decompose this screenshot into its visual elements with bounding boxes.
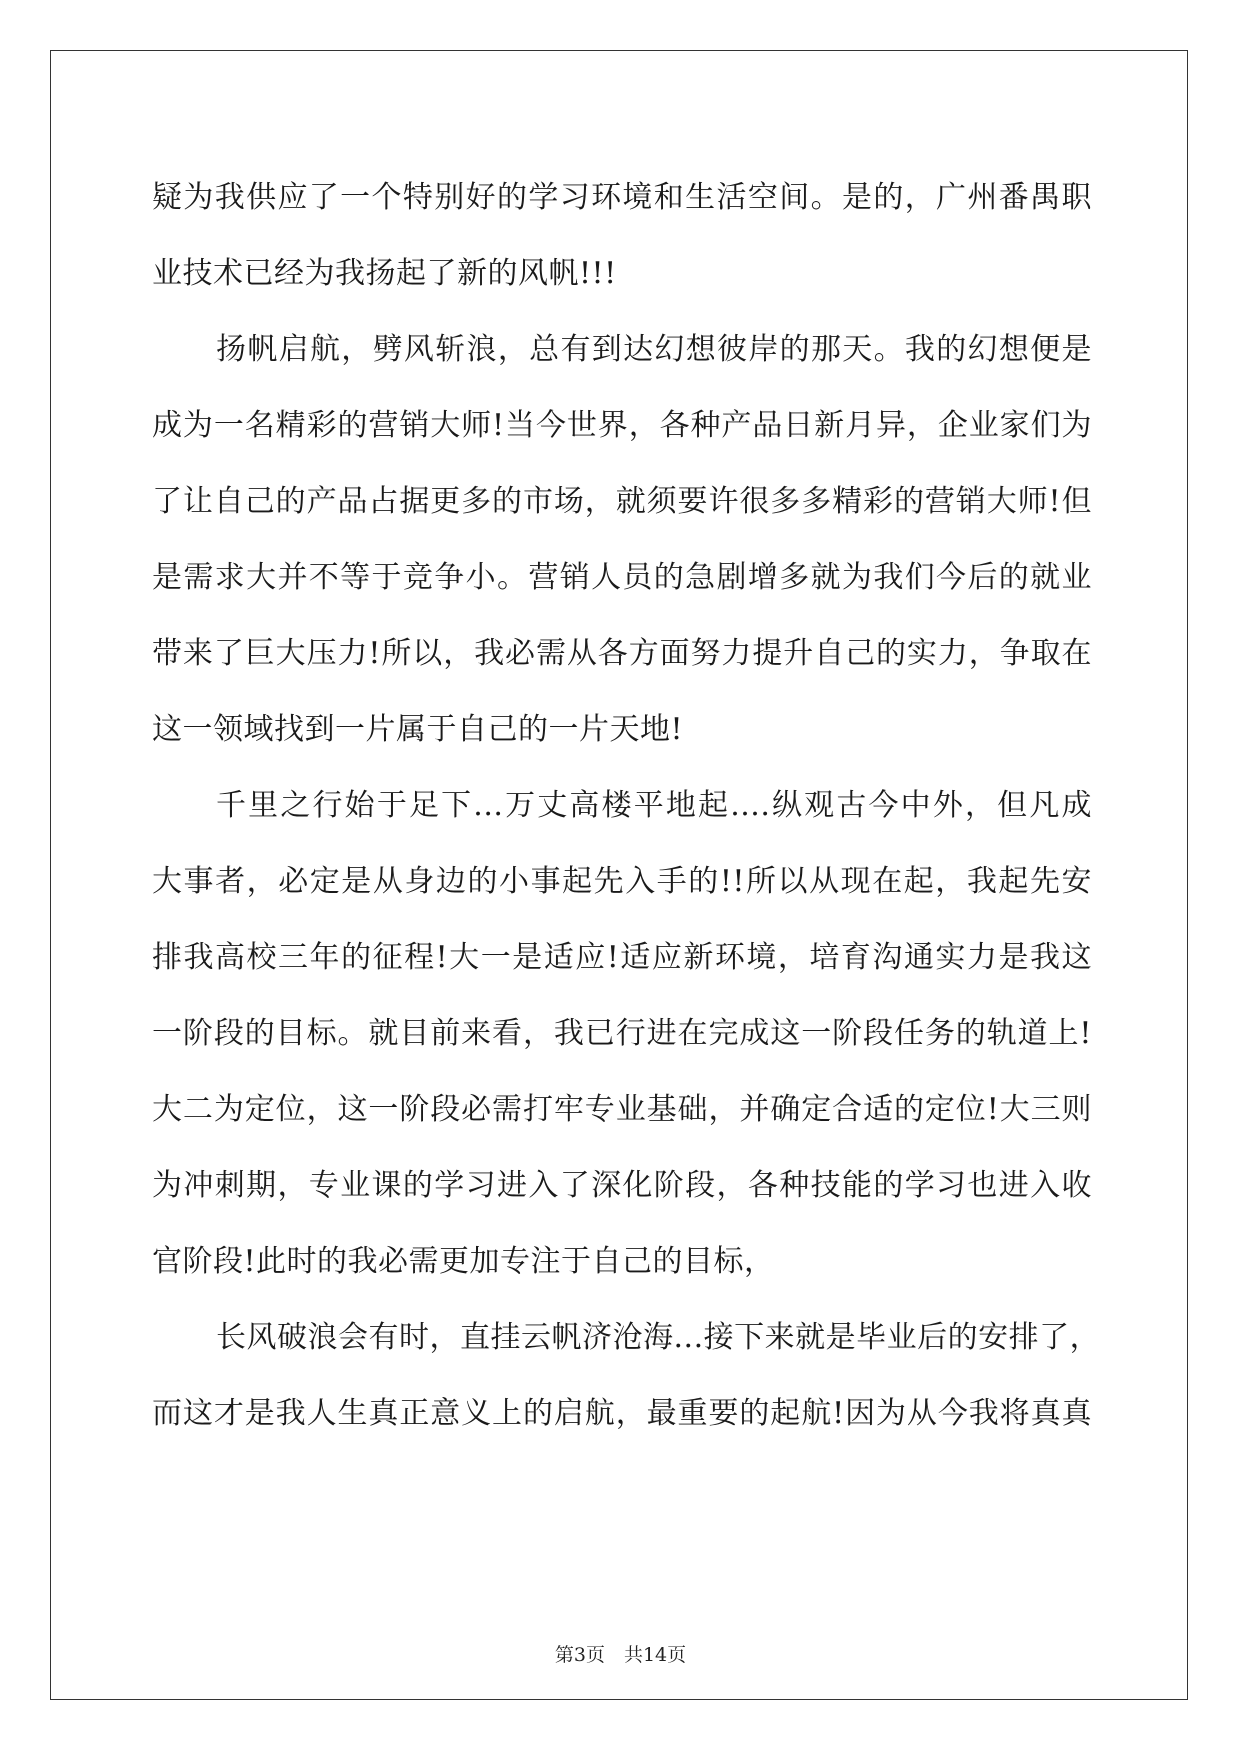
document-body bbox=[152, 160, 1101, 1452]
paragraph-1 bbox=[152, 160, 1092, 312]
paragraph-4 bbox=[152, 1300, 1101, 1452]
text-line: 为冲刺期，专业课的学习进入了深化阶段，各种技能的学习也进入收 bbox=[152, 1168, 1092, 1203]
text-line: 业技术已经为我扬起了新的风帆!!! bbox=[152, 256, 617, 291]
page-footer bbox=[0, 1643, 1241, 1667]
text-line: 长风破浪会有时，直挂云帆济沧海...接下来就是毕业后的安排了， bbox=[216, 1320, 1101, 1355]
text-line: 扬帆启航，劈风斩浪，总有到达幻想彼岸的那天。我的幻想便是 bbox=[216, 332, 1092, 367]
text-line: 带来了巨大压力!所以，我必需从各方面努力提升自己的实力，争取在 bbox=[152, 636, 1092, 671]
text-line: 这一领域找到一片属于自己的一片天地! bbox=[152, 712, 684, 747]
text-line: 是需求大并不等于竞争小。营销人员的急剧增多就为我们今后的就业 bbox=[152, 560, 1092, 595]
text-line: 了让自己的产品占据更多的市场，就须要许很多多精彩的营销大师!但 bbox=[152, 484, 1092, 519]
text-line: 成为一名精彩的营销大师!当今世界，各种产品日新月异，企业家们为 bbox=[152, 408, 1092, 443]
text-line: 千里之行始于足下...万丈高楼平地起....纵观古今中外，但凡成 bbox=[216, 788, 1092, 823]
paragraph-3 bbox=[152, 768, 1092, 1300]
text-line: 一阶段的目标。就目前来看，我已行进在完成这一阶段任务的轨道上! bbox=[152, 1016, 1092, 1051]
text-line: 大事者，必定是从身边的小事起先入手的!!所以从现在起，我起先安 bbox=[152, 864, 1092, 899]
text-line: 大二为定位，这一阶段必需打牢专业基础，并确定合适的定位!大三则 bbox=[152, 1092, 1092, 1127]
text-line: 官阶段!此时的我必需更加专注于自己的目标， bbox=[152, 1244, 775, 1279]
text-line: 疑为我供应了一个特别好的学习环境和生活空间。是的，广州番禺职 bbox=[152, 180, 1092, 215]
paragraph-2 bbox=[152, 312, 1092, 768]
page-number-label: 第3页 共14页 bbox=[554, 1644, 687, 1666]
text-line: 排我高校三年的征程!大一是适应!适应新环境，培育沟通实力是我这 bbox=[152, 940, 1092, 975]
text-line: 而这才是我人生真正意义上的启航，最重要的起航!因为从今我将真真 bbox=[152, 1396, 1092, 1431]
